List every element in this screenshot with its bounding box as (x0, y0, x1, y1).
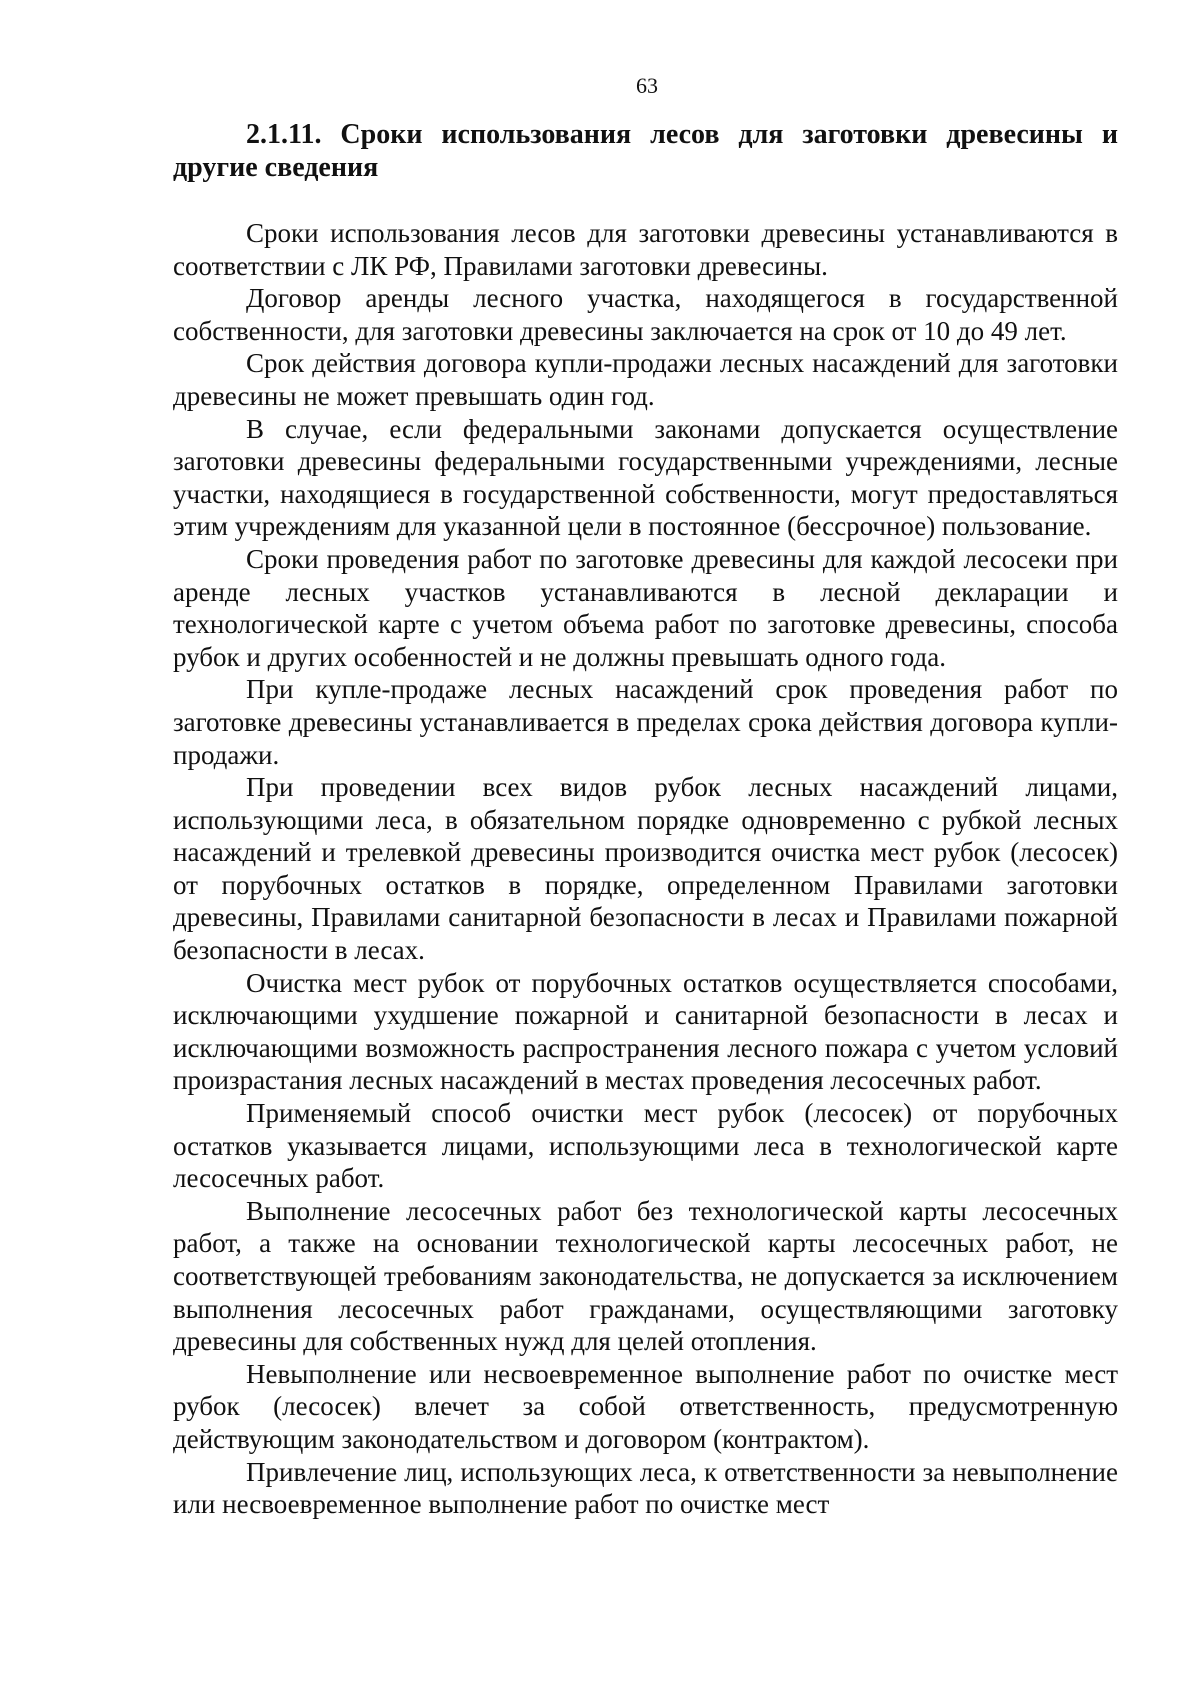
section-heading: 2.1.11. Сроки использования лесов для заготовки древесины и другие сведения (173, 119, 1118, 183)
paragraph-12: Привлечение лиц, использующих леса, к ответственности за невыполнение или несвоевременное выполнение работ по очистке мест (173, 1456, 1118, 1520)
paragraph-4: В случае, если федеральными законами допускается осуществление заготовки древесины федеральными государственными учреждениями, лесные участки, находящиеся в государственной собственности, могут предоставляться этим учреждениям для указанной цели в постоянное (бессрочное) пользование. (173, 413, 1118, 542)
heading-spacer (173, 184, 1118, 217)
paragraph-8: Очистка мест рубок от порубочных остатков осуществляется способами, исключающими ухудшение пожарной и санитарной безопасности в лесах и исключающими возможность распространения лесного пожара с учетом условий произрастания лесных насаждений в местах проведения лесосечных работ. (173, 967, 1118, 1096)
paragraph-10: Выполнение лесосечных работ без технологической карты лесосечных работ, а также на основании технологической карты лесосечных работ, не соответствующей требованиям законодательства, не допускается за исключением выполнения лесосечных работ гражданами, осуществляющими заготовку древесины для собственных нужд для целей отопления. (173, 1195, 1118, 1357)
paragraph-5: Сроки проведения работ по заготовке древесины для каждой лесосеки при аренде лесных участков устанавливаются в лесной декларации и технологической карте с учетом объема работ по заготовке древесины, способа рубок и других особенностей и не должны превышать одного года. (173, 543, 1118, 672)
paragraph-7: При проведении всех видов рубок лесных насаждений лицами, использующими леса, в обязательном порядке одновременно с рубкой лесных насаждений и трелевкой древесины производится очистка мест рубок (лесосек) от порубочных остатков в порядке, определенном Правилами заготовки древесины, Правилами санитарной безопасности в лесах и Правилами пожарной безопасности в лесах. (173, 772, 1118, 966)
paragraph-3: Срок действия договора купли-продажи лесных насаждений для заготовки древесины не может превышать один год. (173, 348, 1118, 411)
page-content (173, 118, 1118, 1521)
page-number: 63 (636, 73, 658, 98)
paragraph-1: Сроки использования лесов для заготовки древесины устанавливаются в соответствии с ЛК РФ, Правилами заготовки древесины. (173, 218, 1118, 281)
paragraph-2: Договор аренды лесного участка, находящегося в государственной собственности, для заготовки древесины заключается на срок от 10 до 49 лет. (173, 283, 1118, 346)
paragraph-6: При купле-продаже лесных насаждений срок проведения работ по заготовке древесины устанавливается в пределах срока действия договора купли-продажи. (173, 674, 1118, 770)
paragraph-11: Невыполнение или несвоевременное выполнение работ по очистке мест рубок (лесосек) влечет за собой ответственность, предусмотренную действующим законодательством и договором (контрактом). (173, 1358, 1118, 1454)
paragraph-9: Применяемый способ очистки мест рубок (лесосек) от порубочных остатков указывается лицами, использующими леса в технологической карте лесосечных работ. (173, 1098, 1118, 1194)
